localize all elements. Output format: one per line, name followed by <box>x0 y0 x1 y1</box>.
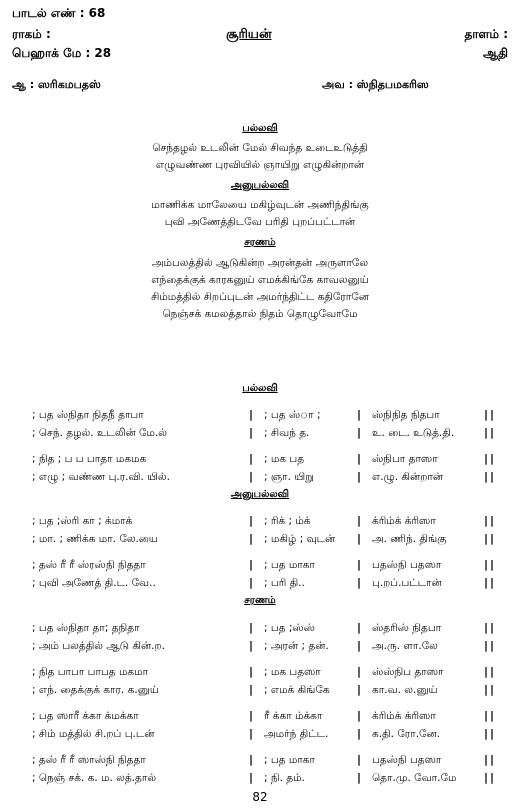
sahitya-cell: ; மகிழ் ; வுடன் <box>264 533 336 545</box>
tala-bar: | <box>490 558 495 571</box>
lyric-line: எந்தைக்குக் காரகனுய் எமக்கிங்கே காவலனுய் <box>151 274 369 286</box>
tala-bar: | <box>249 452 254 465</box>
tala-bar: | <box>357 753 362 766</box>
tala-bar: | <box>357 426 362 439</box>
song-title: சூரியன் <box>226 27 272 42</box>
tala-bar: | <box>249 514 254 527</box>
swara-cell: ஸ்நிநித நிதபா <box>372 409 440 421</box>
swara-cell: ; பத மாகா <box>264 754 316 766</box>
swara-line <box>0 664 520 680</box>
sahitya-cell: அ.ரு. ளா.லே <box>372 640 438 652</box>
sahitya-cell: ; அம் பலத்தில் ஆடு கின்.ற. <box>32 640 165 652</box>
sahitya-line <box>0 726 520 742</box>
lyrics-pallavi-title: பல்லவி <box>242 123 278 134</box>
swara-cell: ; ரிக் ; ம்க் <box>264 515 311 527</box>
swara-cell: பதஸ்நி பதஸா <box>372 754 442 766</box>
tala-bar: | <box>484 532 489 545</box>
swara-cell: ; பத ஸ்ா ; <box>264 409 321 421</box>
swara-cell: ; மக பதஸா <box>264 666 321 678</box>
tala-bar: | <box>357 576 362 589</box>
tala-bar: | <box>249 408 254 421</box>
sahitya-cell: ; மா. ; ணிக்க மா. லே.யை <box>32 533 158 545</box>
swara-line <box>0 451 520 467</box>
swara-cell: ; பத ஸாரீ க்கா க்மக்கா <box>32 710 139 722</box>
tala-bar: | <box>249 532 254 545</box>
sahitya-cell: ; செந். தழல். உடலின் மே.ல் <box>32 427 168 439</box>
tala-bar: | <box>484 621 489 634</box>
sahitya-cell: எ.ழு. கின்றான் <box>372 471 444 483</box>
tala-bar: | <box>490 576 495 589</box>
swara-cell: ; தஸ் ரீ ரீ ஸ்ரஸ்நி நிததா <box>32 559 146 571</box>
tala-bar: | <box>357 709 362 722</box>
sahitya-cell: ; எந். தைக்குக் கார. க.னுய் <box>32 684 159 696</box>
thala-name: ஆதி <box>482 46 508 60</box>
lyric-line: எழுவண்ண புரவியில் ஞாயிறு எழுகின்றான் <box>155 159 365 171</box>
swara-cell: ; பத மாகா <box>264 559 316 571</box>
tala-bar: | <box>357 639 362 652</box>
tala-bar: | <box>357 683 362 696</box>
swara-cell: ஸ்தரிஸ் நிதபா <box>372 622 442 634</box>
sahitya-cell: ; ஞா. யிறு <box>264 471 314 483</box>
swara-cell: ; பத ஸ்நிதா தா; தநிதா <box>32 622 140 634</box>
sahitya-cell: அ. ணிந். திங்கு <box>372 533 447 545</box>
sahitya-cell: ; சிம் மத்தில் சி.றப் பு.டன் <box>32 728 155 740</box>
sahitya-cell: க.தி. ரோ.னே. <box>372 728 441 740</box>
lyric-line: புவி அணேத்திடவே பரிதி புறப்பட்டான் <box>164 216 356 228</box>
tala-bar: | <box>484 709 489 722</box>
swara-line <box>0 708 520 724</box>
tala-bar: | <box>249 709 254 722</box>
sahitya-cell: ; நெஞ் சக். க. ம. லத்.தால் <box>32 772 157 784</box>
tala-bar: | <box>357 452 362 465</box>
sahitya-line <box>0 770 520 786</box>
tala-bar: | <box>249 558 254 571</box>
tala-bar: | <box>357 558 362 571</box>
tala-bar: | <box>249 683 254 696</box>
swara-cell: ஸ்ஸ்நிப தாஸா <box>372 666 444 678</box>
lyrics-anupallavi-title: அனுபல்லவி <box>230 180 290 191</box>
sahitya-cell: ; அரன் ; தன். <box>264 640 329 652</box>
sahitya-cell: ; எமக் கிங்கே <box>264 684 330 696</box>
swara-cell: ரீ க்கா ம்க்கா <box>264 710 323 722</box>
sahitya-line <box>0 425 520 441</box>
tala-bar: | <box>490 532 495 545</box>
tala-bar: | <box>484 753 489 766</box>
swara-line <box>0 620 520 636</box>
lyric-line: செந்தழல் உடலின் மேல் சிவந்த உடைஉடுத்தி <box>152 142 368 154</box>
avarohanam: அவ : ஸ்நிதபமகரிஸ <box>322 78 429 91</box>
swara-line <box>0 513 520 529</box>
tala-bar: | <box>484 639 489 652</box>
sahitya-line <box>0 531 520 547</box>
lyrics-charanam-title: சரணம் <box>244 237 276 248</box>
sahitya-line <box>0 469 520 485</box>
tala-bar: | <box>490 426 495 439</box>
arohanam: ஆ : ஸரிகமபதஸ் <box>12 78 101 91</box>
tala-bar: | <box>249 639 254 652</box>
tala-bar: | <box>249 753 254 766</box>
swara-cell: ; நித ; ப ப பாதா மகமக <box>32 453 147 465</box>
tala-bar: | <box>249 576 254 589</box>
tala-bar: | <box>484 727 489 740</box>
tala-bar: | <box>249 470 254 483</box>
tala-bar: | <box>490 771 495 784</box>
tala-bar: | <box>490 408 495 421</box>
tala-bar: | <box>490 753 495 766</box>
tala-bar: | <box>490 452 495 465</box>
lyric-line: சிம்மத்தில் சிறப்புடன் அமர்ந்திட்ட கதிரோனே <box>151 291 369 303</box>
tala-bar: | <box>249 771 254 784</box>
tala-bar: | <box>249 621 254 634</box>
notation-charanam-title: சரணம் <box>244 595 276 606</box>
tala-bar: | <box>484 558 489 571</box>
sahitya-line <box>0 638 520 654</box>
swara-line <box>0 752 520 768</box>
tala-bar: | <box>490 639 495 652</box>
tala-bar: | <box>490 514 495 527</box>
raagam-label: ராகம் : <box>12 27 51 41</box>
tala-bar: | <box>249 426 254 439</box>
lyric-line: அம்பலத்தில் ஆடுகின்ற அரன்தன் அருளாலே <box>151 257 369 269</box>
sahitya-cell: ; புவி அணேத் தி.ட. வே.. <box>32 577 156 589</box>
sahitya-cell: தொ.மு. வோ.மே <box>372 772 457 784</box>
sahitya-cell: ; சிவந் த. <box>264 427 310 439</box>
tala-bar: | <box>357 470 362 483</box>
tala-bar: | <box>357 727 362 740</box>
sahitya-line <box>0 575 520 591</box>
swara-cell: ; மக பத <box>264 453 305 465</box>
sahitya-cell: ; நி. தம். <box>264 772 305 784</box>
sahitya-cell: பு.றப்.பட்டான் <box>372 577 442 589</box>
swara-cell: ; பத ;ஸ்ரி கா ; க்மாக் <box>32 515 133 527</box>
swara-cell: க்ரிம்க் க்ரிஸா <box>372 710 436 722</box>
sahitya-cell: கா.வ. ல.னுய் <box>372 684 438 696</box>
tala-bar: | <box>484 665 489 678</box>
swara-cell: ஸ்நிபா தாஸா <box>372 453 438 465</box>
tala-bar: | <box>484 426 489 439</box>
notation-anupallavi-title: அனுபல்லவி <box>230 489 290 500</box>
swara-line <box>0 557 520 573</box>
tala-bar: | <box>357 408 362 421</box>
swara-cell: ; பத ;ஸ்ஸ் <box>264 622 315 634</box>
tala-bar: | <box>490 665 495 678</box>
tala-bar: | <box>484 771 489 784</box>
tala-bar: | <box>490 470 495 483</box>
tala-bar: | <box>357 665 362 678</box>
raga-name: பெஹாக் மே : 28 <box>12 46 112 60</box>
sahitya-cell: ; எழு ; வண்ண பு.ர.வி. யில். <box>32 471 170 483</box>
swara-line <box>0 407 520 423</box>
lyric-line: நெஞ்சக் கமலத்தால் நிதம் தொழுவோமே <box>162 308 358 320</box>
thaalam-label: தாளம் : <box>464 27 508 41</box>
tala-bar: | <box>484 408 489 421</box>
notation-pallavi-title: பல்லவி <box>242 383 278 394</box>
swara-cell: ; பத ஸ்நிதா நிதநீ தாபா <box>32 409 144 421</box>
tala-bar: | <box>484 576 489 589</box>
tala-bar: | <box>490 621 495 634</box>
swara-cell: க்ரிம்க் க்ரிஸா <box>372 515 436 527</box>
sahitya-line <box>0 682 520 698</box>
tala-bar: | <box>357 514 362 527</box>
tala-bar: | <box>357 771 362 784</box>
tala-bar: | <box>484 514 489 527</box>
tala-bar: | <box>484 470 489 483</box>
tala-bar: | <box>484 452 489 465</box>
tala-bar: | <box>490 683 495 696</box>
sahitya-cell: உ. டை. உடுத்.தி. <box>372 427 455 439</box>
swara-cell: ; நித பாபா பாபத மகமா <box>32 666 149 678</box>
sahitya-cell: ; பரி தி.. <box>264 577 305 589</box>
tala-bar: | <box>249 665 254 678</box>
tala-bar: | <box>490 727 495 740</box>
tala-bar: | <box>249 727 254 740</box>
tala-bar: | <box>357 532 362 545</box>
tala-bar: | <box>357 621 362 634</box>
lyric-line: மாணிக்க மாலேயை மகிழ்வுடன் அணிந்திங்கு <box>151 199 369 211</box>
swara-cell: ; தஸ் ரீ ரீ ஸாஸ்நி நிததா <box>32 754 146 766</box>
swara-cell: பதஸ்நி பதஸா <box>372 559 442 571</box>
song-number: பாடல் எண் : 68 <box>12 6 106 20</box>
tala-bar: | <box>484 683 489 696</box>
page-number: 82 <box>252 790 268 804</box>
tala-bar: | <box>490 709 495 722</box>
sahitya-cell: அமர்ந் திட்ட. <box>264 728 329 740</box>
